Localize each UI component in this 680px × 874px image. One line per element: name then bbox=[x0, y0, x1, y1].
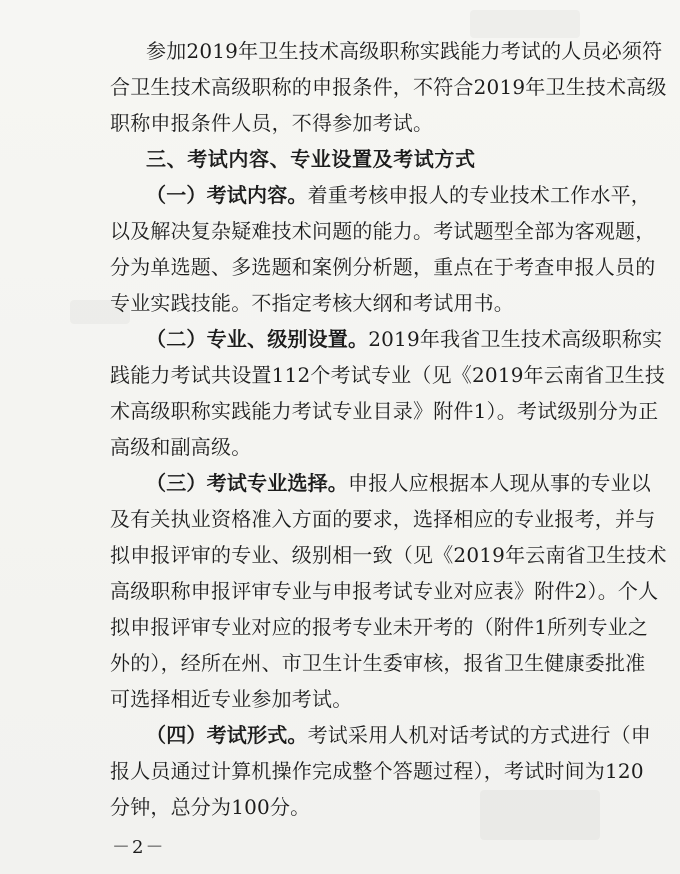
item-4-first-line bbox=[146, 720, 652, 750]
paragraph-1-line-2: 合卫生技术高级职称的申报条件，不符合2019年卫生技术高级 bbox=[110, 75, 667, 99]
item-3-first-line-text: 申报人应根据本人现从事的专业以 bbox=[348, 471, 651, 495]
item-2-first-line bbox=[146, 324, 663, 354]
item-3-label: （三）考试专业选择。 bbox=[146, 471, 348, 495]
item-4-line: 报人员通过计算机操作完成整个答题过程），考试时间为120 bbox=[110, 759, 644, 783]
item-4-label: （四）考试形式。 bbox=[146, 723, 308, 747]
item-3-line: 及有关执业资格准入方面的要求，选择相应的专业报考，并与 bbox=[110, 507, 656, 531]
ink-bleed-mark bbox=[470, 10, 580, 38]
paragraph-1-line-3: 职称申报条件人员，不得参加考试。 bbox=[110, 111, 434, 135]
item-3-line: 外的），经所在州、市卫生计生委审核，报省卫生健康委批准 bbox=[110, 651, 646, 675]
item-3-line: 拟申报评审的专业、级别相一致（见《2019年云南省卫生技术 bbox=[110, 543, 667, 567]
page-number: －2－ bbox=[112, 837, 166, 858]
section-heading: 三、考试内容、专业设置及考试方式 bbox=[146, 147, 476, 171]
item-4-first-line-text: 考试采用人机对话考试的方式进行（申 bbox=[307, 723, 652, 747]
paragraph-1-line-1: 参加2019年卫生技术高级职称实践能力考试的人员必须符 bbox=[146, 39, 663, 63]
item-2-line: 高级和副高级。 bbox=[110, 435, 252, 459]
item-1-line: 分为单选题、多选题和案例分析题，重点在于考查申报人员的 bbox=[110, 255, 656, 279]
item-1-first-line-text: 着重考核申报人的专业技术工作水平， bbox=[307, 183, 652, 207]
item-4-line: 分钟，总分为100分。 bbox=[110, 795, 311, 819]
item-3-first-line bbox=[146, 468, 651, 498]
item-2-line: 术高级职称实践能力考试专业目录》附件1）。考试级别分为正 bbox=[110, 399, 659, 423]
item-1-line: 专业实践技能。不指定考核大纲和考试用书。 bbox=[110, 291, 514, 315]
item-2-label: （二）专业、级别设置。 bbox=[146, 327, 369, 351]
item-3-line: 拟申报评审专业对应的报考专业未开考的（附件1所列专业之 bbox=[110, 615, 649, 639]
item-2-line: 践能力考试共设置112个考试专业（见《2019年云南省卫生技 bbox=[110, 363, 666, 387]
item-1-label: （一）考试内容。 bbox=[146, 183, 308, 207]
item-3-line: 可选择相近专业参加考试。 bbox=[110, 687, 353, 711]
item-1-first-line bbox=[146, 180, 652, 210]
item-3-line: 高级职称申报评审专业与申报考试专业对应表》附件2）。个人 bbox=[110, 579, 659, 603]
item-2-first-line-text: 2019年我省卫生技术高级职称实 bbox=[368, 327, 663, 351]
item-1-line: 以及解决复杂疑难技术问题的能力。考试题型全部为客观题， bbox=[110, 219, 656, 243]
